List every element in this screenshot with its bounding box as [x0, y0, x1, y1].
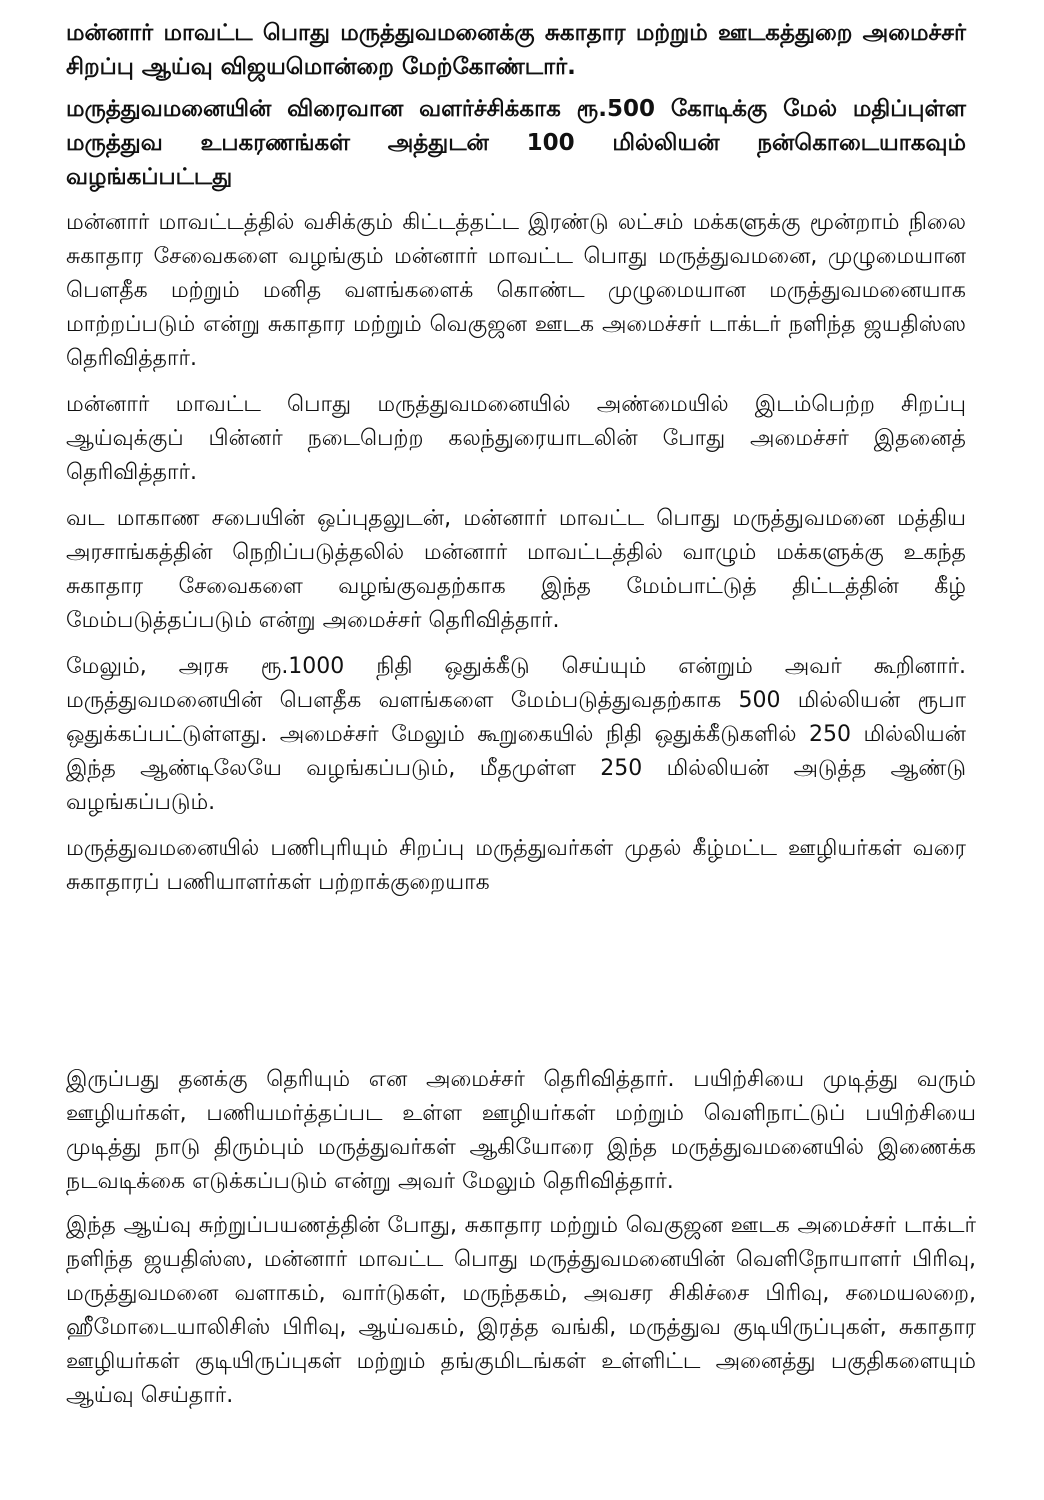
continuation-section [66, 1063, 976, 1423]
paragraph-3: வட மாகாண சபையின் ஒப்புதலுடன், மன்னார் மாவட்ட பொது மருத்துவமனை மத்திய அரசாங்கத்தின் நெறிப்படுத்தலில் மன்னார் மாவட்டத்தில் வாழும் மக்களுக்கு உகந்த சுகாதார சேவைகளை வழங்குவதற்காக இந்த மேம்பாட்டுத் திட்டத்தின் கீழ் மேம்படுத்தப்படும் என்று அமைச்சர் தெரிவித்தார். [66, 506, 966, 633]
subheadline: மருத்துவமனையின் விரைவான வளர்ச்சிக்காக ரூ.500 கோடிக்கு மேல் மதிப்புள்ள மருத்துவ உபகரணங்கள் அத்துடன் 100 மில்லியன் நன்கொடையாகவும் வழங்கப்பட்டது [66, 96, 966, 190]
paragraph-4: மேலும், அரசு ரூ.1000 நிதி ஒதுக்கீடு செய்யும் என்றும் அவர் கூறினார். மருத்துவமனையின் பௌதீக வளங்களை மேம்படுத்துவதற்காக 500 மில்லியன் ரூபா ஒதுக்கப்பட்டுள்ளது. அமைச்சர் மேலும் கூறுகையில் நிதி ஒதுக்கீடுகளில் 250 மில்லியன் இந்த ஆண்டிலேயே வழங்கப்படும், மீதமுள்ள 250 மில்லியன் அடுத்த ஆண்டு வழங்கப்படும். [66, 654, 966, 815]
continuation-paragraph-2: இந்த ஆய்வு சுற்றுப்பயணத்தின் போது, சுகாதார மற்றும் வெகுஜன ஊடக அமைச்சர் டாக்டர் நளிந்த ஜயதிஸ்ஸ, மன்னார் மாவட்ட பொது மருத்துவமனையின் வெளிநோயாளர் பிரிவு, மருத்துவமனை வளாகம், வார்டுகள், மருந்தகம், அவசர சிகிச்சை பிரிவு, சமையலறை, ஹீமோடையாலிசிஸ் பிரிவு, ஆய்வகம், இரத்த வங்கி, மருத்துவ குடியிருப்புகள், சுகாதார ஊழியர்கள் குடியிருப்புகள் மற்றும் தங்குமிடங்கள் உள்ளிட்ட அனைத்து பகுதிகளையும் ஆய்வு செய்தார். [66, 1213, 976, 1408]
headline: மன்னார் மாவட்ட பொது மருத்துவமனைக்கு சுகாதார மற்றும் ஊடகத்துறை அமைச்சர் சிறப்பு ஆய்வு விஜயமொன்றை மேற்கோண்டார். [66, 20, 966, 80]
document-page [66, 16, 966, 912]
paragraph-1: மன்னார் மாவட்டத்தில் வசிக்கும் கிட்டத்தட்ட இரண்டு லட்சம் மக்களுக்கு மூன்றாம் நிலை சுகாதார சேவைகளை வழங்கும் மன்னார் மாவட்ட பொது மருத்துவமனை, முழுமையான பௌதீக மற்றும் மனித வளங்களைக் கொண்ட முழுமையான மருத்துவமனையாக மாற்றப்படும் என்று சுகாதார மற்றும் வெகுஜன ஊடக அமைச்சர் டாக்டர் நளிந்த ஜயதிஸ்ஸ தெரிவித்தார். [66, 210, 966, 371]
continuation-paragraph-1: இருப்பது தனக்கு தெரியும் என அமைச்சர் தெரிவித்தார். பயிற்சியை முடித்து வரும் ஊழியர்கள், பணியமர்த்தப்பட உள்ள ஊழியர்கள் மற்றும் வெளிநாட்டுப் பயிற்சியை முடித்து நாடு திரும்பும் மருத்துவர்கள் ஆகியோரை இந்த மருத்துவமனையில் இணைக்க நடவடிக்கை எடுக்கப்படும் என்று அவர் மேலும் தெரிவித்தார். [66, 1067, 976, 1194]
paragraph-5: மருத்துவமனையில் பணிபுரியும் சிறப்பு மருத்துவர்கள் முதல் கீழ்மட்ட ஊழியர்கள் வரை சுகாதாரப் பணியாளர்கள் பற்றாக்குறையாக [66, 836, 966, 895]
paragraph-2: மன்னார் மாவட்ட பொது மருத்துவமனையில் அண்மையில் இடம்பெற்ற சிறப்பு ஆய்வுக்குப் பின்னர் நடைபெற்ற கலந்துரையாடலின் போது அமைச்சர் இதனைத் தெரிவித்தார். [66, 392, 966, 485]
